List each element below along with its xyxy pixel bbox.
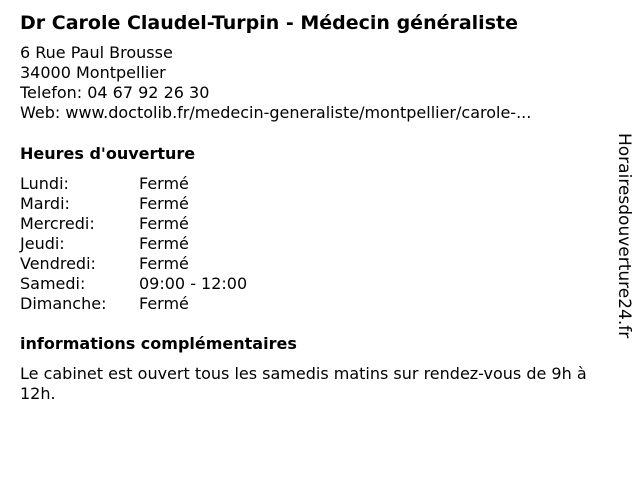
- hours-row-sunday: [20, 294, 247, 314]
- city-postal-code: 34000 Montpellier: [20, 63, 166, 82]
- day-label: Mardi:: [20, 194, 70, 213]
- street-address: 6 Rue Paul Brousse: [20, 43, 173, 62]
- additional-info-text: Le cabinet est ouvert tous les samedis matins sur rendez-vous de 9h à 12h.: [20, 364, 587, 403]
- opening-hours-list: [20, 174, 247, 314]
- hours-value: Fermé: [139, 194, 189, 213]
- hours-value: Fermé: [139, 234, 189, 253]
- day-label: Mercredi:: [20, 214, 95, 233]
- day-label: Vendredi:: [20, 254, 96, 273]
- day-label: Jeudi:: [20, 234, 65, 253]
- hours-value: Fermé: [139, 174, 189, 193]
- page-title: Dr Carole Claudel-Turpin - Médecin généraliste: [20, 12, 518, 34]
- hours-value: Fermé: [139, 254, 189, 273]
- hours-value: 09:00 - 12:00: [139, 274, 248, 293]
- hours-value: Fermé: [139, 294, 189, 313]
- additional-info-heading: informations complémentaires: [20, 334, 297, 353]
- website-link[interactable]: Web: www.doctolib.fr/medecin-generaliste/montpellier/carole-...: [20, 103, 532, 122]
- address-block: [20, 43, 531, 123]
- hours-row-saturday: [20, 274, 247, 294]
- hours-row-monday: [20, 174, 247, 194]
- day-label: Samedi:: [20, 274, 86, 293]
- hours-row-tuesday: [20, 194, 247, 214]
- site-watermark: Horairesdouverture24.fr: [614, 133, 634, 339]
- opening-hours-heading: Heures d'ouverture: [20, 144, 196, 163]
- hours-row-thursday: [20, 234, 247, 254]
- phone-number: Telefon: 04 67 92 26 30: [20, 83, 210, 102]
- day-label: Dimanche:: [20, 294, 107, 313]
- hours-value: Fermé: [139, 214, 189, 233]
- hours-row-friday: [20, 254, 247, 274]
- day-label: Lundi:: [20, 174, 69, 193]
- hours-row-wednesday: [20, 214, 247, 234]
